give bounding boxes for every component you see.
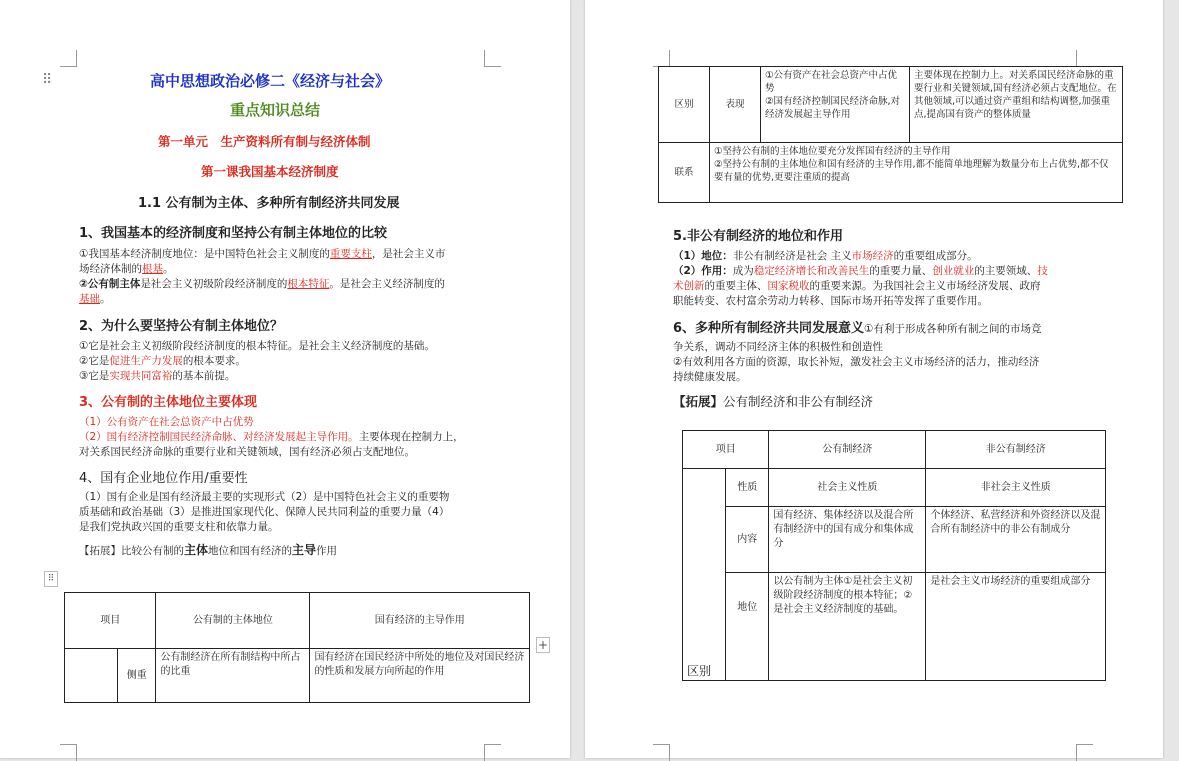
paragraph-line: 质基础和政治基础（3）是推进国家现代化、保障人民共同利益的重要力量（4） [79, 506, 450, 518]
table-cell: ①坚持公有制的主体地位要充分发挥国有经济的主导作用 ②坚持公有制的主体地位和国有经济的主导作用,都不能简单地理解为数量分布上占优势,都不仅要有量的优势,更要注重质的提高 [710, 143, 1123, 203]
table-cell-lianxi: 联系 [659, 143, 710, 203]
paragraph-line: （2）国有经济控制国民经济命脉、对经济发展起主导作用。主要体现在控制力上， [79, 431, 464, 443]
table-header-col1: 公有制经济 [769, 431, 926, 469]
document-page-1 [0, 0, 570, 758]
comparison-table [64, 592, 530, 703]
table-cell: 国有经济、集体经济以及混合所有制经济中的国有成分和集体成分 [769, 507, 926, 573]
paragraph-line: 职能转变、农村富余劳动力转移、国际市场开拓等发挥了重要作用。 [673, 295, 988, 307]
table-header-col1: 公有制的主体地位 [156, 593, 310, 649]
table-cell: 公有制经济在所有制结构中所占的比重 [156, 649, 310, 703]
table-cell: 主要体现在控制力上。对关系国民经济命脉的重要行业和关键领域,国有经济必须占支配地位。在其他领域,可以通过资产重组和结构调整,加强重点,提高国有资产的整体质量 [910, 67, 1123, 143]
paragraph-line: ①它是社会主义初级阶段经济制度的根本特征。是社会主义经济制度的基础。 [79, 340, 435, 352]
crop-mark [60, 744, 77, 761]
paragraph-line: 持续健康发展。 [673, 371, 747, 383]
heading-3: 3、公有制的主体地位主要体现 [79, 395, 258, 410]
crop-mark [653, 50, 670, 67]
paragraph-line: 基础。 [79, 293, 111, 305]
paragraph-line: （1）公有资产在社会总资产中占优势 [79, 416, 254, 428]
table-cell-qubie: 区别 [683, 469, 726, 681]
table-header-col2: 非公有制经济 [926, 431, 1106, 469]
table-row-label: 性质 [726, 469, 769, 507]
crop-mark [1076, 744, 1093, 761]
lesson-heading: 第一课我国基本经济制度 [201, 164, 339, 179]
crop-mark [484, 744, 501, 761]
paragraph-line: ③它是实现共同富裕的基本前提。 [79, 370, 236, 382]
crop-mark [653, 744, 670, 761]
heading-2: 2、为什么要坚持公有制主体地位？ [79, 319, 284, 334]
document-page-2 [585, 0, 1163, 758]
document-title: 高中思想政治必修二《经济与社会》 [150, 72, 391, 90]
heading-5: 5.非公有制经济的地位和作用 [673, 229, 843, 244]
add-column-button[interactable]: + [537, 638, 549, 652]
paragraph-line: 是我们党执政兴国的重要支柱和依靠力量。 [79, 521, 279, 533]
table-row-label: 地位 [726, 573, 769, 681]
table-header-item: 项目 [65, 593, 156, 649]
paragraph-line: 对关系国民经济命脉的重要行业和关键领域，国有经济必须占支配地位。 [79, 446, 415, 458]
paragraph-line: 场经济体制的根基。 [79, 263, 174, 275]
paragraph-line: （1）国有企业是国有经济最主要的实现形式（2）是中国特色社会主义的重要物 [79, 491, 450, 503]
table-cell: 社会主义性质 [769, 469, 926, 507]
table-row-label: 内容 [726, 507, 769, 573]
heading-4: 4、国有企业地位作用/重要性 [79, 471, 248, 486]
table-cell-biaoxian: 表现 [710, 67, 761, 143]
crop-mark [484, 50, 501, 67]
table-cell: 非社会主义性质 [926, 469, 1106, 507]
table-empty-cell [65, 649, 118, 703]
extension-heading: 【拓展】公有制经济和非公有制经济 [673, 394, 874, 409]
table-cell: 是社会主义市场经济的重要组成部分 [926, 573, 1106, 681]
document-subtitle: 重点知识总结 [230, 101, 321, 119]
paragraph-line: 术创新的重要主体、国家税收的重要来源。为我国社会主义市场经济发展、政府 [673, 280, 1041, 292]
drag-handle-icon[interactable]: ⠿ [42, 72, 53, 88]
table-header-item: 项目 [683, 431, 769, 469]
table-cell: 个体经济、私营经济和外资经济以及混合所有制经济中的非公有制成分 [926, 507, 1106, 573]
extension-heading: 【拓展】比较公有制的主体地位和国有经济的主导作用 [79, 543, 338, 557]
crop-mark [60, 50, 77, 67]
paragraph-line: ②有效利用各方面的资源，取长补短，激发社会主义市场经济的活力，推动经济 [673, 356, 1040, 368]
heading-1: 1、我国基本的经济制度和坚持公有制主体地位的比较 [79, 226, 388, 241]
section-heading: 1.1 公有制为主体、多种所有制经济共同发展 [138, 196, 400, 211]
table-cell: 国有经济在国民经济中所处的地位及对国民经济的性质和发展方向所起的作用 [310, 649, 530, 703]
comparison-table-continued [658, 66, 1123, 203]
heading-6: 6、多种所有制经济共同发展意义①有利于形成各种所有制之间的市场竞 [673, 321, 1042, 336]
table-cell: 以公有制为主体①是社会主义初级阶段经济制度的根本特征；②是社会主义经济制度的基础。 [769, 573, 926, 681]
paragraph-line: ②公有制主体是社会主义初级阶段经济制度的根本特征。是社会主义经济制度的 [79, 278, 445, 290]
table-cell-qubie: 区别 [659, 67, 710, 143]
table-cell: ①公有资产在社会总资产中占优势 ②国有经济控制国民经济命脉,对经济发展起主导作用 [761, 67, 910, 143]
crop-mark [1076, 50, 1093, 67]
table-header-col2: 国有经济的主导作用 [310, 593, 530, 649]
paragraph-line: （2）作用：成为稳定经济增长和改善民生的重要力量、创业就业的主要领域、技 [673, 265, 1048, 277]
paragraph-line: ①我国基本经济制度地位：是中国特色社会主义制度的重要支柱，是社会主义市 [79, 248, 446, 260]
table-row-label: 侧重 [118, 649, 156, 703]
paragraph-line: ②它是促进生产力发展的根本要求。 [79, 355, 246, 367]
paragraph-line: （1）地位：非公有制经济是社会 主义市场经济的重要组成部分。 [673, 250, 978, 262]
table-move-handle[interactable]: ⠿ [44, 571, 58, 587]
paragraph-line: 争关系，调动不同经济主体的积极性和创造性 [673, 341, 883, 353]
unit-heading: 第一单元 生产资料所有制与经济体制 [158, 134, 371, 149]
ownership-comparison-table [682, 430, 1106, 681]
